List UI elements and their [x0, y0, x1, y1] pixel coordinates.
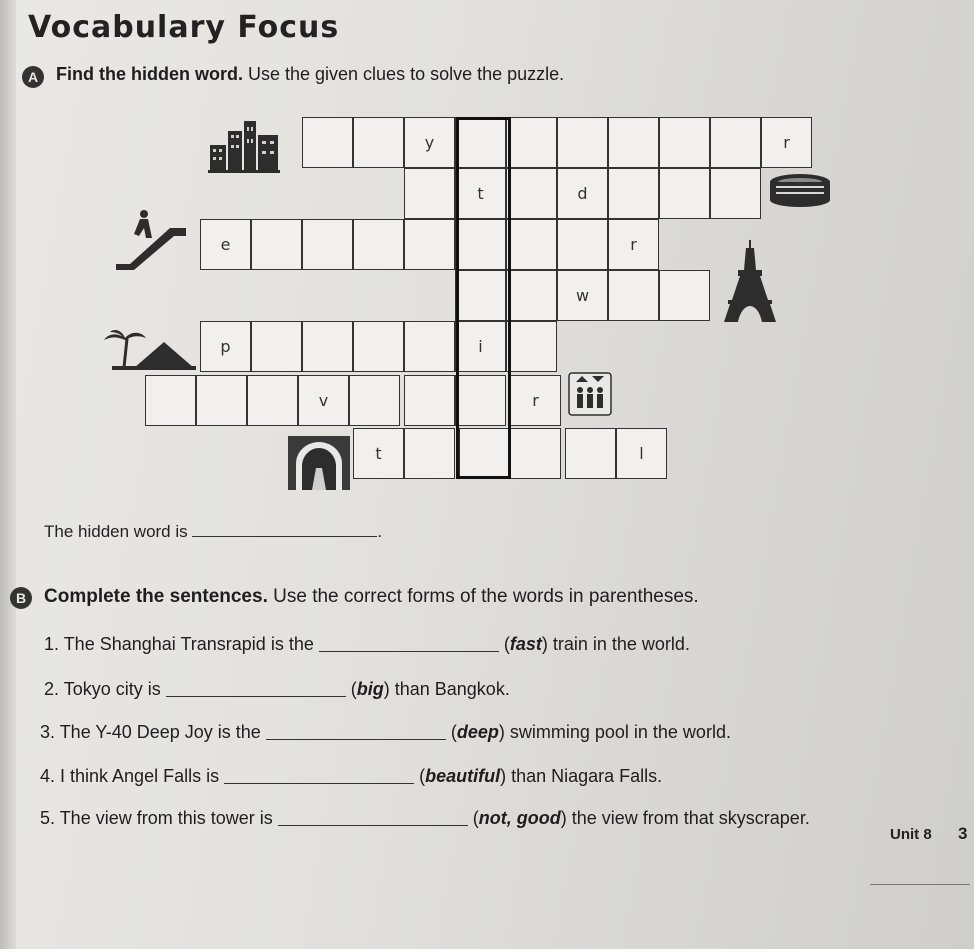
sentence-text: than Niagara Falls.: [506, 766, 663, 786]
crossword-cell[interactable]: r: [510, 375, 561, 426]
crossword-cell[interactable]: [608, 168, 659, 219]
crossword-cell[interactable]: t: [455, 168, 506, 219]
hidden-word-suffix: .: [377, 522, 383, 541]
crossword-cell[interactable]: [557, 117, 608, 168]
hidden-word-column: [456, 117, 511, 479]
crossword-cell[interactable]: [196, 375, 247, 426]
sentence-2: 2. Tokyo city is (big) than Bangkok.: [44, 679, 510, 699]
crossword-cell[interactable]: [353, 321, 404, 372]
crossword-cell[interactable]: [710, 117, 761, 168]
tunnel-icon: [288, 436, 350, 490]
crossword-cell[interactable]: [506, 117, 557, 168]
crossword-cell[interactable]: i: [455, 321, 506, 372]
sentence-text: train in the world.: [547, 634, 690, 654]
crossword-cell[interactable]: [302, 321, 353, 372]
unit-label: Unit 8: [890, 826, 932, 843]
crossword-cell[interactable]: [506, 270, 557, 321]
sentence-4: 4. I think Angel Falls is (beautiful) than Niagara Falls.: [40, 766, 663, 786]
sentence-hint: beautiful: [425, 766, 501, 786]
crossword-cell[interactable]: [506, 168, 557, 219]
crossword-cell[interactable]: [353, 219, 404, 270]
crossword-cell[interactable]: [404, 375, 455, 426]
crossword-cell[interactable]: p: [200, 321, 251, 372]
crossword-cell[interactable]: [506, 219, 557, 270]
crossword-cell[interactable]: [404, 321, 455, 372]
sentence-text: than Bangkok.: [389, 679, 510, 699]
crossword-cell[interactable]: v: [298, 375, 349, 426]
sentence-hint: fast: [509, 634, 542, 654]
sentence-text: 5. The view from this tower is: [40, 808, 273, 828]
sentence-hint: not, good: [478, 808, 561, 828]
page-title: Vocabulary Focus: [28, 10, 340, 45]
section-a-instruction: [56, 64, 564, 85]
crossword-cell[interactable]: [565, 428, 616, 479]
crossword-cell[interactable]: l: [616, 428, 667, 479]
sentence-text: 4. I think Angel Falls is: [40, 766, 220, 786]
crossword-cell[interactable]: [302, 219, 353, 270]
sentence-1: 1. The Shanghai Transrapid is the (fast) train in the world.: [44, 634, 690, 654]
answer-blank[interactable]: [166, 696, 346, 697]
crossword-cell[interactable]: [710, 168, 761, 219]
sentence-text: swimming pool in the world.: [504, 722, 731, 742]
stadium-icon: [768, 170, 832, 210]
crossword-cell[interactable]: r: [608, 219, 659, 270]
sentence-hint: big: [356, 679, 384, 699]
section-a-badge: A: [22, 66, 44, 88]
answer-blank[interactable]: [224, 783, 414, 784]
page-number: 3: [958, 824, 968, 843]
crossword-cell[interactable]: [557, 219, 608, 270]
crossword-cell[interactable]: [506, 321, 557, 372]
hidden-word-line: [44, 522, 382, 542]
section-a-bold: Find the hidden word.: [56, 64, 243, 84]
crossword-cell[interactable]: [659, 270, 710, 321]
island-icon: [104, 328, 196, 374]
answer-blank[interactable]: [266, 739, 446, 740]
crossword-cell[interactable]: [302, 117, 353, 168]
hidden-word-prefix: The hidden word is: [44, 522, 188, 541]
crossword-cell[interactable]: [608, 270, 659, 321]
crossword-cell[interactable]: d: [557, 168, 608, 219]
elevator-icon: [568, 372, 612, 416]
crossword-cell[interactable]: [145, 375, 196, 426]
footer-divider: [870, 884, 970, 885]
sentence-text: 2. Tokyo city is: [44, 679, 161, 699]
section-b-bold: Complete the sentences.: [44, 586, 268, 607]
crossword-cell[interactable]: [608, 117, 659, 168]
section-b-instruction: [44, 586, 699, 608]
crossword-cell[interactable]: [251, 321, 302, 372]
crossword-cell[interactable]: e: [200, 219, 251, 270]
page-edge: [0, 0, 16, 949]
crossword-cell[interactable]: w: [557, 270, 608, 321]
section-b-badge: B: [10, 587, 32, 609]
answer-blank[interactable]: [319, 651, 499, 652]
hidden-word-blank[interactable]: [192, 536, 377, 537]
crossword-cell[interactable]: [659, 117, 710, 168]
crossword-cell[interactable]: [251, 219, 302, 270]
crossword-cell[interactable]: [510, 428, 561, 479]
sentence-text: 1. The Shanghai Transrapid is the: [44, 634, 314, 654]
section-b-rest: Use the correct forms of the words in parentheses.: [267, 586, 699, 607]
crossword-cell[interactable]: [247, 375, 298, 426]
sentence-5: 5. The view from this tower is (not, good) the view from that skyscraper.: [40, 808, 810, 828]
sentence-text: 3. The Y-40 Deep Joy is the: [40, 722, 261, 742]
sentence-text: the view from that skyscraper.: [566, 808, 810, 828]
crossword-cell[interactable]: r: [761, 117, 812, 168]
crossword-cell[interactable]: [404, 428, 455, 479]
crossword-cell[interactable]: [353, 117, 404, 168]
crossword-cell[interactable]: [659, 168, 710, 219]
skyscraper-icon: [208, 117, 280, 173]
crossword-cell[interactable]: y: [404, 117, 455, 168]
crossword-cell[interactable]: [404, 219, 455, 270]
eiffel-tower-icon: [722, 240, 778, 324]
escalator-icon: [112, 208, 190, 270]
section-a-rest: Use the given clues to solve the puzzle.: [242, 64, 565, 84]
sentence-3: 3. The Y-40 Deep Joy is the (deep) swimming pool in the world.: [40, 722, 731, 742]
sentence-hint: deep: [456, 722, 499, 742]
crossword-cell[interactable]: t: [353, 428, 404, 479]
crossword-cell[interactable]: [349, 375, 400, 426]
crossword-cell[interactable]: [404, 168, 455, 219]
answer-blank[interactable]: [278, 825, 468, 826]
